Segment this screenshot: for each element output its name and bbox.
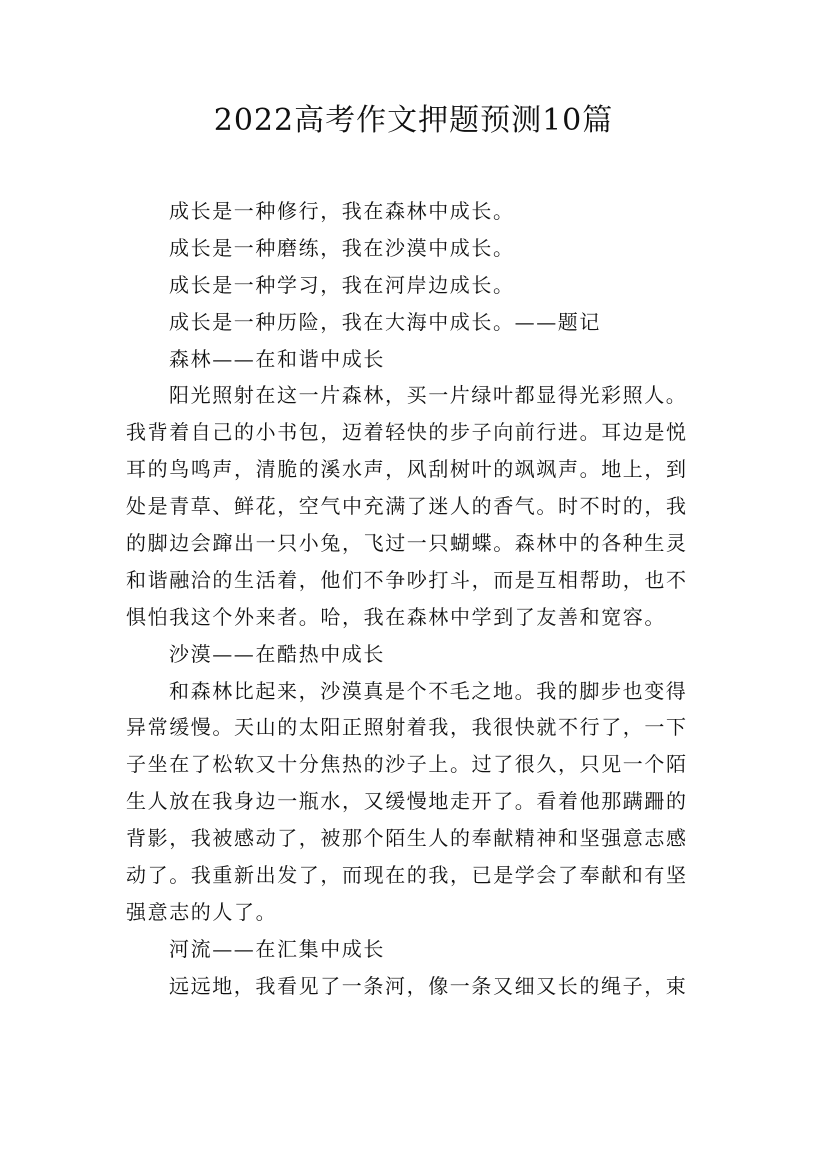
text-line: 阳光照射在这一片森林，买一片绿叶都显得光彩照人。 [169, 383, 688, 408]
section-heading-desert: 沙漠——在酷热中成长 [169, 641, 385, 666]
text-line: 动了。我重新出发了，而现在的我，已是学会了奉献和有坚 [126, 863, 688, 888]
text-line: 子坐在了松软又十分焦热的沙子上。过了很久，只见一个陌 [126, 752, 688, 777]
text-line: 处是青草、鲜花，空气中充满了迷人的香气。时不时的，我 [126, 494, 688, 519]
text-line: 远远地，我看见了一条河，像一条又细又长的绳子，束 [169, 973, 688, 998]
section-heading-river: 河流——在汇集中成长 [169, 936, 385, 961]
text-line: 惧怕我这个外来者。哈，我在森林中学到了友善和宽容。 [126, 604, 666, 629]
text-line: 和谐融洽的生活着，他们不争吵打斗，而是互相帮助，也不 [126, 567, 688, 592]
text-line: 强意志的人了。 [126, 899, 278, 924]
text-line: 成长是一种历险，我在大海中成长。——题记 [169, 309, 601, 334]
text-line: 成长是一种磨练，我在沙漠中成长。 [169, 235, 515, 260]
text-line: 我背着自己的小书包，迈着轻快的步子向前行进。耳边是悦 [126, 420, 688, 445]
text-line: 背影，我被感动了，被那个陌生人的奉献精神和坚强意志感 [126, 826, 688, 851]
section-heading-forest: 森林——在和谐中成长 [169, 346, 385, 371]
document-body [126, 193, 702, 1005]
text-line: 的脚边会蹿出一只小兔，飞过一只蝴蝶。森林中的各种生灵 [126, 531, 688, 556]
text-line: 成长是一种学习，我在河岸边成长。 [169, 272, 515, 297]
document-title: 2022高考作文押题预测10篇 [213, 103, 614, 138]
text-line: 生人放在我身边一瓶水，又缓慢地走开了。看着他那蹒跚的 [126, 789, 688, 814]
text-line: 耳的鸟鸣声，清脆的溪水声，风刮树叶的飒飒声。地上，到 [126, 457, 688, 482]
text-line: 和森林比起来，沙漠真是个不毛之地。我的脚步也变得 [169, 678, 688, 703]
text-line: 成长是一种修行，我在森林中成长。 [169, 199, 515, 223]
text-line: 异常缓慢。天山的太阳正照射着我，我很快就不行了，一下 [126, 715, 688, 740]
